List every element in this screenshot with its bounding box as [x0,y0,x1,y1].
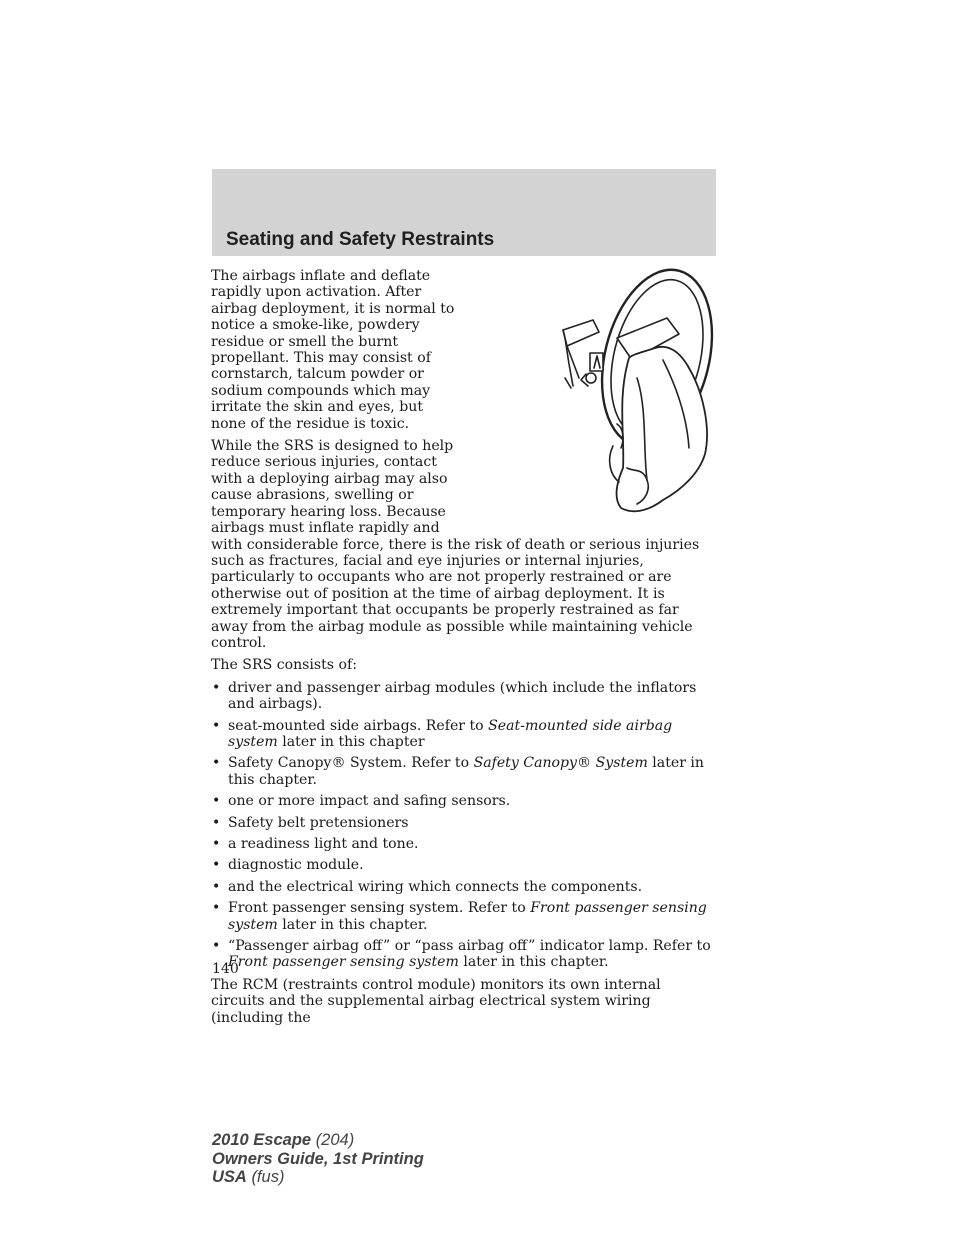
paragraph-residue: The airbags inflate and deflate rapidly upon activation. After airbag deployment, it is normal to notice a smoke-like, powdery residue or smell the burnt propellant. This may consist of cornstarch, talcum powder or sodium compounds which may irritate the skin and eyes, but none of the residue is toxic. [211,268,455,432]
list-item-text: seat-mounted side airbags. Refer to [228,717,489,734]
footer-model-code: (204) [315,1131,355,1149]
bullet-marker: • [212,857,221,874]
bullet-marker: • [212,793,221,810]
list-item-text: driver and passenger airbag modules (which include the inflators and airbags). [228,679,697,713]
list-item-text: Safety Canopy® System. Refer to [228,755,474,772]
list-item [211,793,717,809]
list-item [211,857,717,873]
paragraph-injury-risk: While the SRS is designed to help reduce serious injuries, contact with a deploying airbag may also cause abrasions, swelling or temporary hearing loss. Because airbags must inflate rapidly and with considerable force, there is the risk of death or serious injuries such as fractures, facial and eye injuries or internal injuries, particularly to occupants who are not properly restrained or are otherwise out of position at the time of airbag deployment. It is extremely important that occupants be properly restrained as far away from the airbag module as possible while maintaining vehicle control. [211,438,700,651]
page-content [211,268,717,1032]
list-item-text: later in this chapter. [228,755,705,788]
bullet-marker: • [212,755,221,772]
cross-reference: Front passenger sensing system [228,900,707,933]
list-item [211,836,717,852]
footer-model: 2010 Escape [212,1131,312,1149]
list-item [211,755,717,788]
srs-components-list [211,680,717,971]
list-item-text: later in this chapter. [458,954,609,971]
list-item [211,879,717,895]
list-item-text: one or more impact and safing sensors. [228,793,511,810]
list-item-text: Safety belt pretensioners [228,814,409,831]
list-item-text: later in this chapter [277,733,425,750]
paragraph-srs-intro: The SRS consists of: [211,657,357,674]
list-item [211,815,717,831]
bullet-marker: • [212,938,221,955]
section-header-band [212,169,716,256]
list-item-text: a readiness light and tone. [228,836,419,852]
bullet-marker: • [212,717,221,734]
list-item [211,938,717,971]
list-item-text: “Passenger airbag off” or “pass airbag off” indicator lamp. Refer to [228,938,711,955]
list-item-text: Front passenger sensing system. Refer to [228,900,531,917]
bullet-marker: • [212,900,221,917]
bullet-marker: • [212,679,221,696]
list-item [211,900,717,933]
footer-guide: Owners Guide, 1st Printing [212,1149,424,1168]
list-item [211,718,717,751]
list-item-text: later in this chapter. [277,916,428,933]
page-number: 140 [212,961,239,977]
list-item-text: and the electrical wiring which connects the components. [228,878,643,895]
deployed-steering-wheel-airbag-icon [467,268,717,526]
cross-reference: Front passenger sensing system [228,954,459,971]
bullet-marker: • [212,836,221,852]
cross-reference: Safety Canopy® System [473,755,648,772]
list-item-text: diagnostic module. [228,857,364,874]
footer-print-info [212,1131,424,1187]
bullet-marker: • [212,814,221,831]
paragraph-rcm: The RCM (restraints control module) monitors its own internal circuits and the supplemental airbag electrical system wiring (including the [211,976,661,1026]
list-item [211,680,717,713]
footer-region: USA [212,1168,247,1186]
footer-region-code: (fus) [251,1168,285,1186]
bullet-marker: • [212,878,221,895]
cross-reference: Seat-mounted side airbag system [228,717,673,750]
section-title: Seating and Safety Restraints [226,229,495,250]
